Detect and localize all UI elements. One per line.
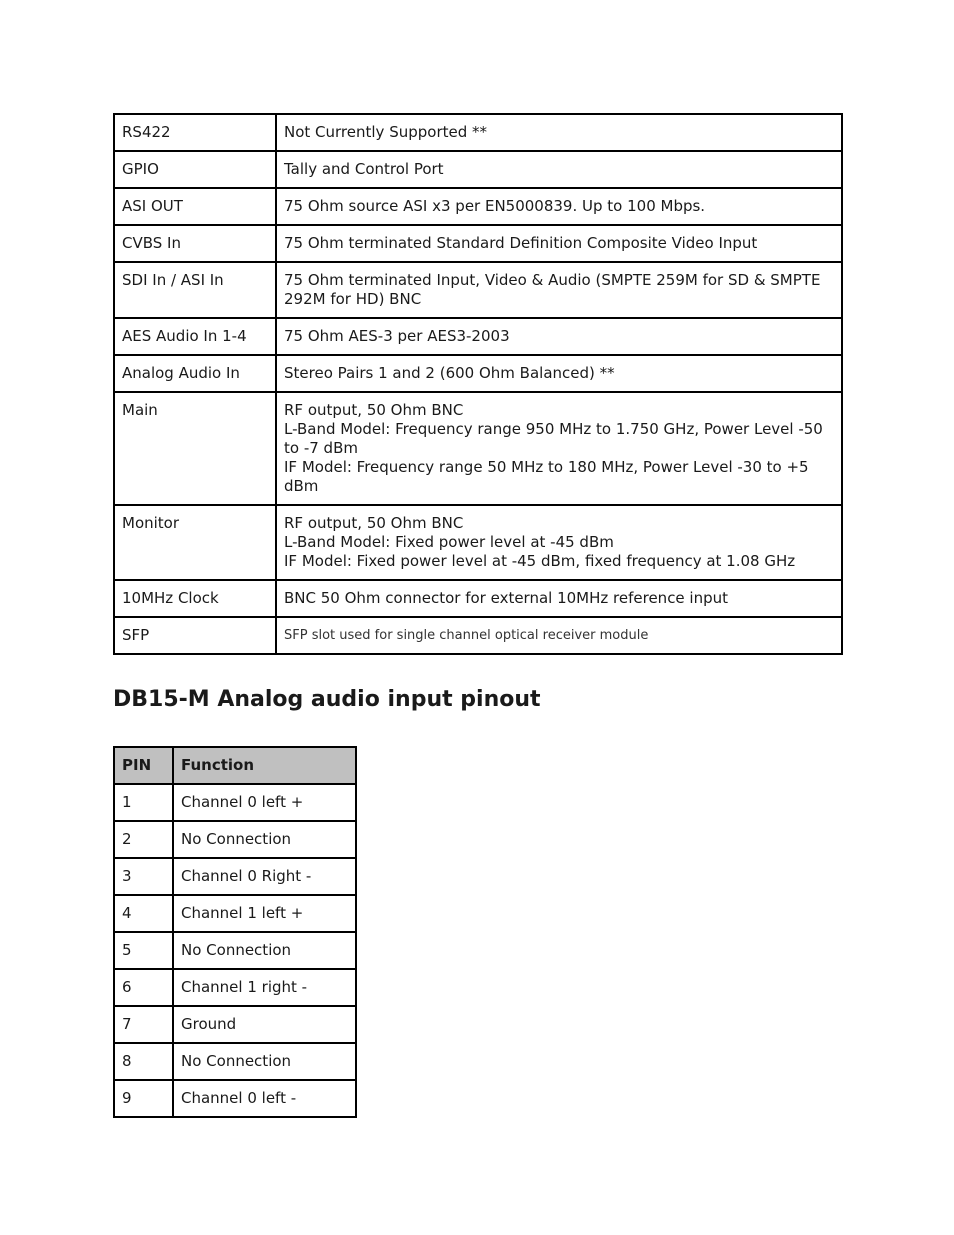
table-row xyxy=(114,1006,356,1043)
pin-function: Channel 1 left + xyxy=(173,895,356,932)
spec-label: SFP xyxy=(114,617,276,654)
spec-desc-line: L-Band Model: Frequency range 950 MHz to 1.750 GHz, Power Level -50 to -7 dBm xyxy=(284,420,823,457)
spec-desc-line: BNC 50 Ohm connector for external 10MHz reference input xyxy=(284,589,729,607)
spec-desc-line: 75 Ohm AES-3 per AES3-2003 xyxy=(284,327,510,345)
pin-number: 6 xyxy=(114,969,173,1006)
spec-label: RS422 xyxy=(114,114,276,151)
table-row xyxy=(114,355,842,392)
spec-desc-line: IF Model: Frequency range 50 MHz to 180 MHz, Power Level -30 to +5 dBm xyxy=(284,458,809,495)
spec-label: ASI OUT xyxy=(114,188,276,225)
spec-label: Analog Audio In xyxy=(114,355,276,392)
spec-label: AES Audio In 1-4 xyxy=(114,318,276,355)
spec-table xyxy=(113,113,843,655)
spec-desc-line: Stereo Pairs 1 and 2 (600 Ohm Balanced) ** xyxy=(284,364,615,382)
spec-desc-line: SFP slot used for single channel optical receiver module xyxy=(284,628,649,643)
spec-desc xyxy=(276,151,842,188)
spec-desc-line: IF Model: Fixed power level at -45 dBm, fixed frequency at 1.08 GHz xyxy=(284,552,796,570)
pin-function: No Connection xyxy=(173,821,356,858)
table-row xyxy=(114,858,356,895)
pin-number: 8 xyxy=(114,1043,173,1080)
table-row xyxy=(114,262,842,318)
spec-desc-line: RF output, 50 Ohm BNC xyxy=(284,514,464,532)
table-row xyxy=(114,318,842,355)
pin-number: 3 xyxy=(114,858,173,895)
pin-function: Channel 0 Right - xyxy=(173,858,356,895)
spec-desc xyxy=(276,617,842,654)
spec-desc-line: 75 Ohm source ASI x3 per EN5000839. Up to 100 Mbps. xyxy=(284,197,706,215)
spec-desc-line: 75 Ohm terminated Input, Video & Audio (SMPTE 259M for SD & SMPTE 292M for HD) BNC xyxy=(284,271,821,308)
pinout-table xyxy=(113,746,357,1118)
table-row xyxy=(114,1080,356,1117)
pin-function: No Connection xyxy=(173,1043,356,1080)
column-header-function: Function xyxy=(173,747,356,784)
pin-number: 2 xyxy=(114,821,173,858)
spec-desc xyxy=(276,505,842,580)
spec-desc xyxy=(276,262,842,318)
pin-function: Ground xyxy=(173,1006,356,1043)
spec-desc xyxy=(276,188,842,225)
spec-desc-line: L-Band Model: Fixed power level at -45 dBm xyxy=(284,533,614,551)
spec-desc xyxy=(276,114,842,151)
table-row xyxy=(114,932,356,969)
table-row xyxy=(114,821,356,858)
table-row xyxy=(114,580,842,617)
table-row xyxy=(114,617,842,654)
spec-desc xyxy=(276,580,842,617)
spec-desc xyxy=(276,225,842,262)
spec-desc xyxy=(276,355,842,392)
pin-function: No Connection xyxy=(173,932,356,969)
table-row xyxy=(114,895,356,932)
spec-label: Main xyxy=(114,392,276,505)
spec-desc-line: Not Currently Supported ** xyxy=(284,123,488,141)
pin-number: 4 xyxy=(114,895,173,932)
spec-label: 10MHz Clock xyxy=(114,580,276,617)
column-header-pin: PIN xyxy=(114,747,173,784)
section-title: DB15-M Analog audio input pinout xyxy=(113,687,541,712)
spec-desc xyxy=(276,318,842,355)
pin-number: 5 xyxy=(114,932,173,969)
table-row xyxy=(114,114,842,151)
table-row xyxy=(114,969,356,1006)
spec-label: CVBS In xyxy=(114,225,276,262)
spec-label: SDI In / ASI In xyxy=(114,262,276,318)
spec-label: GPIO xyxy=(114,151,276,188)
pin-function: Channel 1 right - xyxy=(173,969,356,1006)
table-row xyxy=(114,505,842,580)
table-row xyxy=(114,188,842,225)
spec-desc xyxy=(276,392,842,505)
spec-label: Monitor xyxy=(114,505,276,580)
table-row xyxy=(114,1043,356,1080)
pin-number: 7 xyxy=(114,1006,173,1043)
pin-function: Channel 0 left - xyxy=(173,1080,356,1117)
table-row xyxy=(114,392,842,505)
pin-number: 1 xyxy=(114,784,173,821)
table-header-row xyxy=(114,747,356,784)
pin-function: Channel 0 left + xyxy=(173,784,356,821)
spec-desc-line: RF output, 50 Ohm BNC xyxy=(284,401,464,419)
spec-desc-line: Tally and Control Port xyxy=(284,160,444,178)
spec-desc-line: 75 Ohm terminated Standard Definition Composite Video Input xyxy=(284,234,758,252)
table-row xyxy=(114,151,842,188)
table-row xyxy=(114,225,842,262)
table-row xyxy=(114,784,356,821)
pin-number: 9 xyxy=(114,1080,173,1117)
